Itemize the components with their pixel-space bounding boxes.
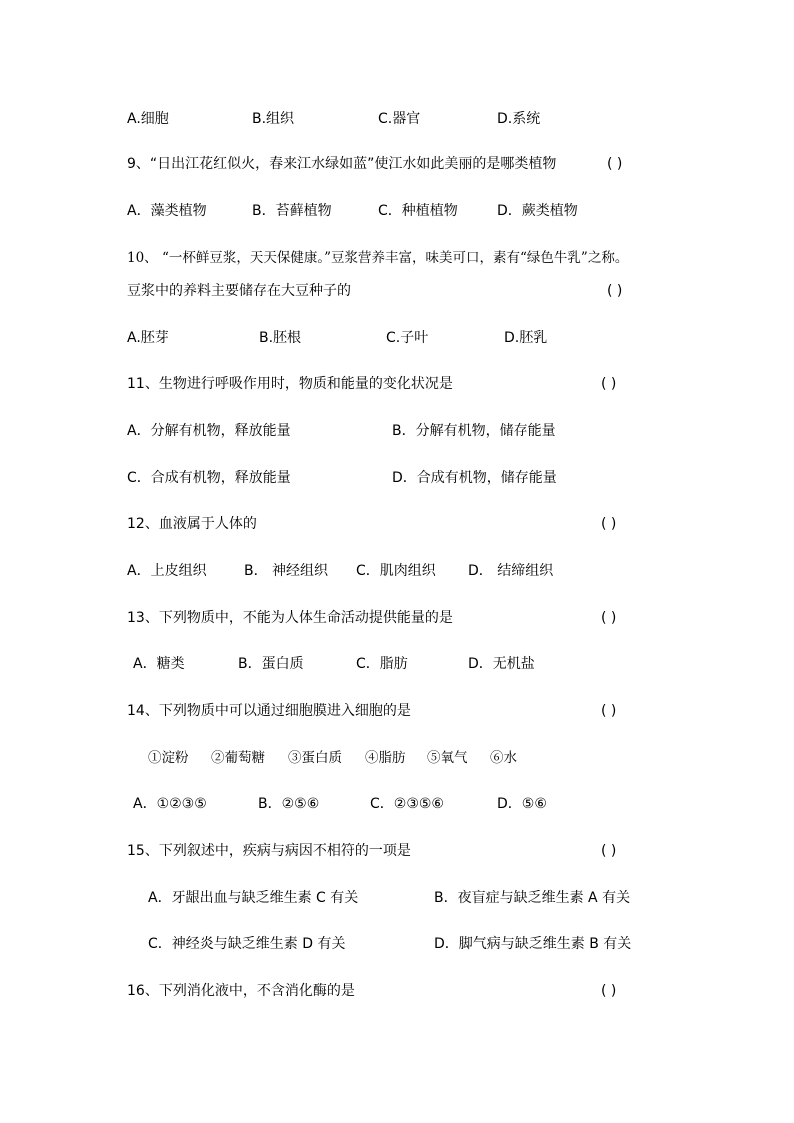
- q12-option-d: D． 结缔组织: [468, 563, 554, 579]
- q14-item-6: ⑥水: [490, 750, 517, 766]
- q12-answer-paren: ( ): [601, 516, 617, 532]
- q9-option-c: C．种植植物: [378, 203, 458, 219]
- q14-option-a: A．①②③⑤: [133, 796, 207, 812]
- q13-option-c: C．脂肪: [356, 656, 408, 672]
- q10-option-c: C.子叶: [386, 330, 429, 346]
- q14-stem: 14、下列物质中可以通过细胞膜进入细胞的是: [127, 703, 411, 719]
- q10-stem-line1: 10、 “一杯鲜豆浆，天天保健康。”豆浆营养丰富，味美可口，素有“绿色牛乳”之称。: [127, 250, 629, 266]
- q12-stem: 12、血液属于人体的: [127, 516, 257, 532]
- q14-option-c: C．②③⑤⑥: [370, 796, 444, 812]
- q11-answer-paren: ( ): [601, 376, 617, 392]
- q11-option-a: A．分解有机物，释放能量: [127, 423, 291, 439]
- q11-option-b: B．分解有机物，储存能量: [392, 423, 556, 439]
- q8-option-b: B.组织: [252, 111, 295, 127]
- q15-answer-paren: ( ): [601, 843, 617, 859]
- q15-option-d: D．脚气病与缺乏维生素 B 有关: [434, 936, 632, 952]
- q14-item-1: ①淀粉: [148, 750, 189, 766]
- q14-item-4: ④脂肪: [365, 750, 406, 766]
- q15-option-c: C．神经炎与缺乏维生素 D 有关: [148, 936, 346, 952]
- q12-option-b: B． 神经组织: [244, 563, 329, 579]
- q13-option-a: A．糖类: [133, 656, 185, 672]
- q10-option-a: A.胚芽: [127, 330, 169, 346]
- q13-option-d: D．无机盐: [468, 656, 535, 672]
- q10-answer-paren: ( ): [607, 283, 623, 299]
- q15-option-b: B．夜盲症与缺乏维生素 A 有关: [434, 890, 631, 906]
- q11-stem: 11、生物进行呼吸作用时，物质和能量的变化状况是: [127, 376, 453, 392]
- q10-option-b: B.胚根: [259, 330, 302, 346]
- q8-option-a: A.细胞: [127, 111, 169, 127]
- q9-option-a: A．藻类植物: [127, 203, 207, 219]
- q15-stem: 15、下列叙述中，疾病与病因不相符的一项是: [127, 843, 411, 859]
- q14-answer-paren: ( ): [601, 703, 617, 719]
- q8-option-c: C.器官: [378, 111, 421, 127]
- q12-option-a: A．上皮组织: [127, 563, 207, 579]
- q14-option-d: D．⑤⑥: [497, 796, 547, 812]
- q13-stem: 13、下列物质中，不能为人体生命活动提供能量的是: [127, 610, 453, 626]
- q9-answer-paren: ( ): [607, 156, 623, 172]
- q9-stem: 9、“日出江花红似火，春来江水绿如蓝”使江水如此美丽的是哪类植物: [127, 156, 557, 172]
- q15-option-a: A．牙龈出血与缺乏维生素 C 有关: [148, 890, 359, 906]
- q8-option-d: D.系统: [497, 111, 541, 127]
- q10-option-d: D.胚乳: [504, 330, 548, 346]
- q14-item-2: ②葡萄糖: [211, 750, 265, 766]
- q14-item-3: ③蛋白质: [288, 750, 342, 766]
- q13-option-b: B．蛋白质: [238, 656, 304, 672]
- q11-option-c: C．合成有机物，释放能量: [127, 470, 291, 486]
- q10-stem-line2: 豆浆中的养料主要储存在大豆种子的: [127, 283, 351, 299]
- q16-stem: 16、下列消化液中，不含消化酶的是: [127, 983, 355, 999]
- q14-option-b: B．②⑤⑥: [258, 796, 320, 812]
- q16-answer-paren: ( ): [601, 983, 617, 999]
- q9-option-b: B．苔藓植物: [252, 203, 332, 219]
- q9-option-d: D．蕨类植物: [497, 203, 578, 219]
- q14-item-5: ⑤氧气: [427, 750, 468, 766]
- q11-option-d: D．合成有机物，储存能量: [392, 470, 557, 486]
- q13-answer-paren: ( ): [601, 610, 617, 626]
- q12-option-c: C．肌肉组织: [356, 563, 436, 579]
